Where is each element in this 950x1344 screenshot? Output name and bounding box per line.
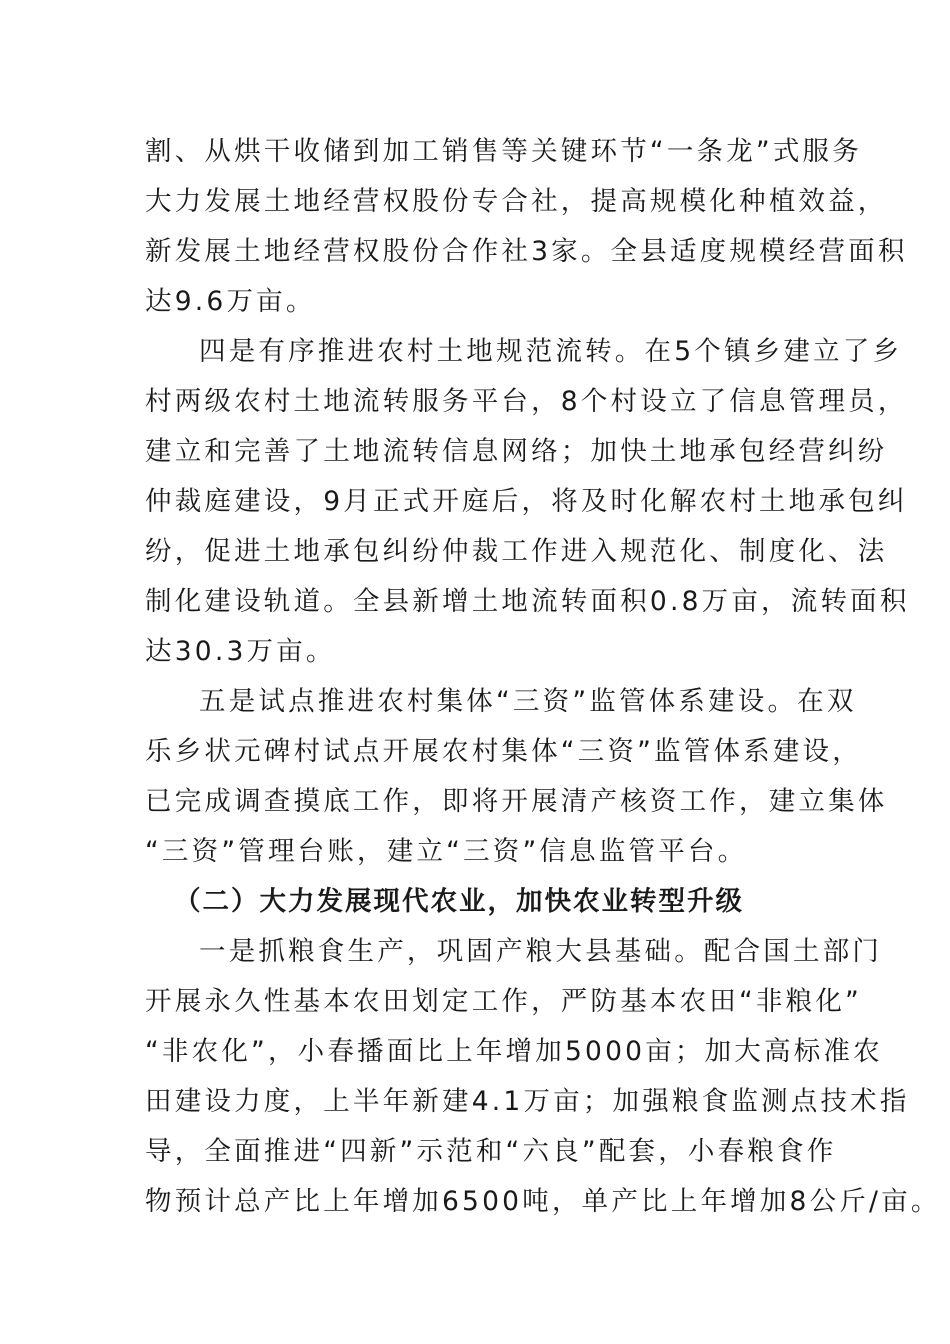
paragraph-line: 割、从烘干收储到加工销售等关键环节“一条龙”式服务 — [145, 136, 862, 167]
paragraph-line: 仲裁庭建设，9月正式开庭后，将及时化解农村土地承包纠 — [145, 486, 908, 517]
paragraph-line: 大力发展土地经营权股份专合社，提高规模化种植效益， — [145, 186, 888, 217]
paragraph-line: 纷，促进土地承包纠纷仲裁工作进入规范化、制度化、法 — [145, 536, 888, 567]
paragraph-line: 达30.3万亩。 — [145, 636, 336, 667]
section-heading: （二）大力发展现代农业，加快农业转型升级 — [174, 886, 744, 917]
paragraph-line: 物预计总产比上年增加6500吨，单产比上年增加8公斤/亩。 — [145, 1186, 941, 1217]
paragraph-line: 导，全面推进“四新”示范和“六良”配套，小春粮食作 — [145, 1136, 837, 1167]
paragraph-line: 达9.6万亩。 — [145, 286, 316, 317]
paragraph-line: 已完成调查摸底工作，即将开展清产核资工作，建立集体 — [145, 786, 888, 817]
paragraph-line: 制化建设轨道。全县新增土地流转面积0.8万亩，流转面积 — [145, 586, 910, 617]
paragraph-line: 开展永久性基本农田划定工作，严防基本农田“非粮化” — [145, 986, 862, 1017]
paragraph-line: “三资”管理台账，建立“三资”信息监管平台。 — [145, 836, 748, 867]
paragraph-line: 田建设力度，上半年新建4.1万亩；加强粮食监测点技术指 — [145, 1086, 910, 1117]
paragraph-line: 新发展土地经营权股份合作社3家。全县适度规模经营面积 — [145, 236, 908, 267]
paragraph-line: 乐乡状元碑村试点开展农村集体“三资”监管体系建设， — [145, 736, 862, 767]
paragraph-line: 村两级农村土地流转服务平台，8个村设立了信息管理员， — [145, 386, 908, 417]
paragraph-line: 四是有序推进农村土地规范流转。在5个镇乡建立了乡 — [199, 336, 903, 367]
paragraph-line: 建立和完善了土地流转信息网络；加快土地承包经营纠纷 — [145, 436, 888, 467]
paragraph-line: 一是抓粮食生产，巩固产粮大县基础。配合国土部门 — [199, 936, 883, 967]
paragraph-line: “非农化”，小春播面比上年增加5000亩；加大高标准农 — [145, 1036, 883, 1067]
paragraph-line: 五是试点推进农村集体“三资”监管体系建设。在双 — [199, 686, 857, 717]
